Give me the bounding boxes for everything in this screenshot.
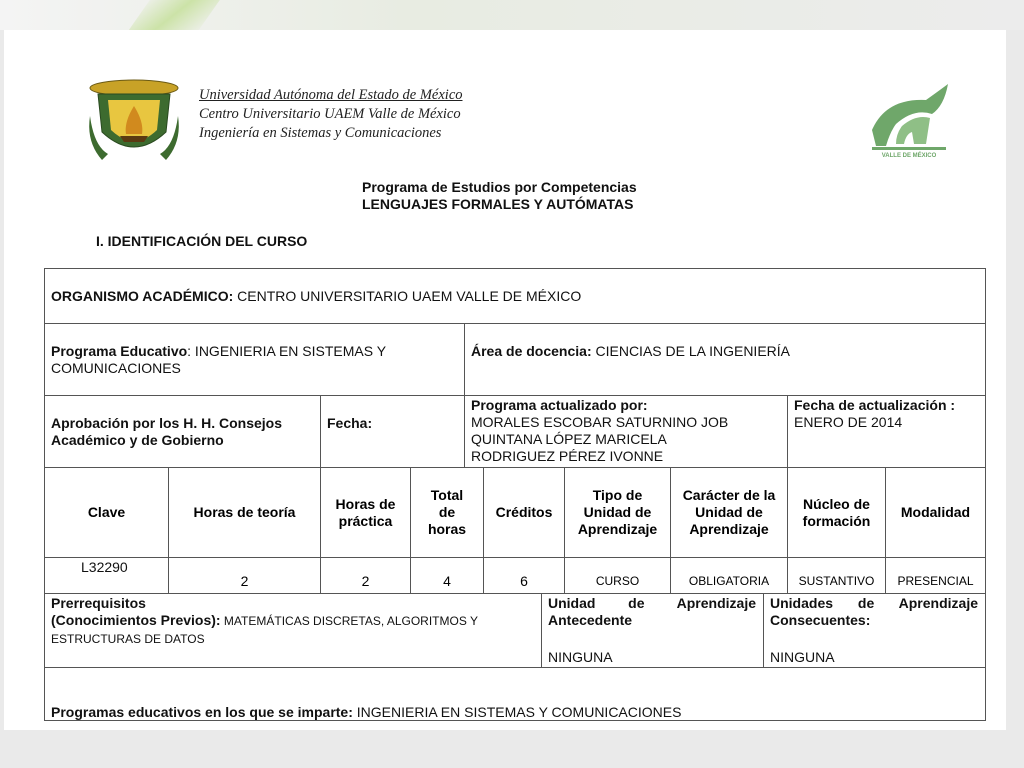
actualizado-text: [471, 397, 728, 465]
fecha-actualizacion-value: ENERO DE 2014: [794, 414, 903, 430]
value-clave: L32290: [81, 559, 128, 575]
career-name: Ingeniería en Sistemas y Comunicaciones: [199, 125, 442, 141]
actualizado-name-3: RODRIGUEZ PÉREZ IVONNE: [471, 448, 664, 464]
header-clave: [44, 467, 169, 558]
header-caracter-text: Carácter de la Unidad de Aprendizaje: [682, 487, 776, 537]
university-name: Universidad Autónoma del Estado de México: [199, 87, 463, 103]
value-horas-teoria: 2: [168, 557, 321, 594]
value-creditos: 6: [483, 557, 565, 594]
consecuentes-value: NINGUNA: [770, 649, 835, 665]
fecha-label: Fecha:: [327, 415, 373, 431]
header-creditos-text: Créditos: [495, 504, 553, 520]
header-tipo-unidad-text: Tipo de Unidad de Aprendizaje: [577, 487, 658, 537]
value-modalidad: PRESENCIAL: [885, 557, 986, 594]
campus-logo-text: VALLE DE MÉXICO: [881, 153, 937, 159]
prerrequisitos-label: Prerrequisitos: [51, 595, 146, 611]
programa-educativo-value: : INGENIERIA EN SISTEMAS Y COMUNICACIONES: [51, 343, 386, 376]
header-caracter: [670, 467, 788, 558]
programas-imparte-text: [51, 704, 681, 721]
antecedente-text: [548, 595, 756, 629]
header-horas-practica: [320, 467, 411, 558]
actualizado-label: Programa actualizado por:: [471, 397, 648, 413]
course-title: LENGUAJES FORMALES Y AUTÓMATAS: [362, 196, 634, 212]
consecuentes-label-2: Consecuentes:: [770, 612, 871, 628]
uaem-crest-logo: [86, 76, 182, 162]
fecha-actualizacion-text: [794, 397, 955, 431]
institution-heading: [199, 86, 463, 143]
programas-imparte-value: INGENIERIA EN SISTEMAS Y COMUNICACIONES: [352, 704, 682, 720]
area-docencia-value: CIENCIAS DE LA INGENIERÍA: [591, 343, 790, 359]
prerrequisitos-text: [51, 595, 531, 648]
header-horas-teoria-text: Horas de teoría: [193, 504, 296, 520]
header-tipo-unidad: [564, 467, 671, 558]
document-titles: [362, 179, 637, 213]
organismo-label: ORGANISMO ACADÉMICO:: [51, 288, 234, 304]
organismo-value: CENTRO UNIVERSITARIO UAEM VALLE DE MÉXICO: [233, 288, 582, 304]
campus-name: Centro Universitario UAEM Valle de México: [199, 106, 461, 122]
value-clave-cell: [44, 557, 169, 594]
area-docencia-text: [471, 343, 790, 360]
conocimientos-previos-label: (Conocimientos Previos):: [51, 612, 221, 628]
actualizado-name-2: QUINTANA LÓPEZ MARICELA: [471, 431, 667, 447]
programa-educativo-text: [51, 343, 451, 377]
header-horas-practica-text: Horas de práctica: [335, 495, 396, 529]
header-nucleo-text: Núcleo de formación: [802, 495, 871, 529]
campus-logo: [866, 84, 952, 160]
header-creditos: [483, 467, 565, 558]
programa-educativo-label: Programa Educativo: [51, 343, 188, 359]
programas-imparte-label: Programas educativos en los que se imparte:: [51, 704, 353, 720]
header-modalidad: [885, 467, 986, 558]
prerrequisitos-value: MATEMÁTICAS DISCRETAS, ALGORITMOS Y ESTRUCTURAS DE DATOS: [51, 614, 478, 646]
antecedente-label-1: Unidad de Aprendizaje: [548, 595, 756, 611]
actualizado-name-1: MORALES ESCOBAR SATURNINO JOB: [471, 414, 729, 430]
header-modalidad-text: Modalidad: [900, 504, 971, 520]
antecedente-label-2: Antecedente: [548, 612, 633, 628]
header-total-horas: [410, 467, 484, 558]
consecuentes-label-1: Unidades de Aprendizaje: [770, 595, 978, 611]
organismo-text: [51, 288, 581, 305]
value-caracter: OBLIGATORIA: [670, 557, 788, 594]
header-total-horas-text: Total de horas: [427, 487, 467, 537]
header-horas-teoria: [168, 467, 321, 558]
value-horas-practica: 2: [320, 557, 411, 594]
header-nucleo: [787, 467, 886, 558]
value-tipo-unidad: CURSO: [564, 557, 671, 594]
program-title: Programa de Estudios por Competencias: [362, 179, 637, 195]
area-docencia-label: Área de docencia:: [471, 343, 592, 359]
section-heading: I. IDENTIFICACIÓN DEL CURSO: [96, 233, 308, 249]
header-clave-text: Clave: [87, 504, 126, 520]
antecedente-value: NINGUNA: [548, 649, 613, 665]
aprobacion-label: Aprobación por los H. H. Consejos Académico y de Gobierno: [51, 415, 283, 448]
fecha-actualizacion-label: Fecha de actualización :: [794, 397, 956, 413]
value-nucleo: SUSTANTIVO: [787, 557, 886, 594]
value-total-horas: 4: [410, 557, 484, 594]
consecuentes-text: [770, 595, 978, 629]
